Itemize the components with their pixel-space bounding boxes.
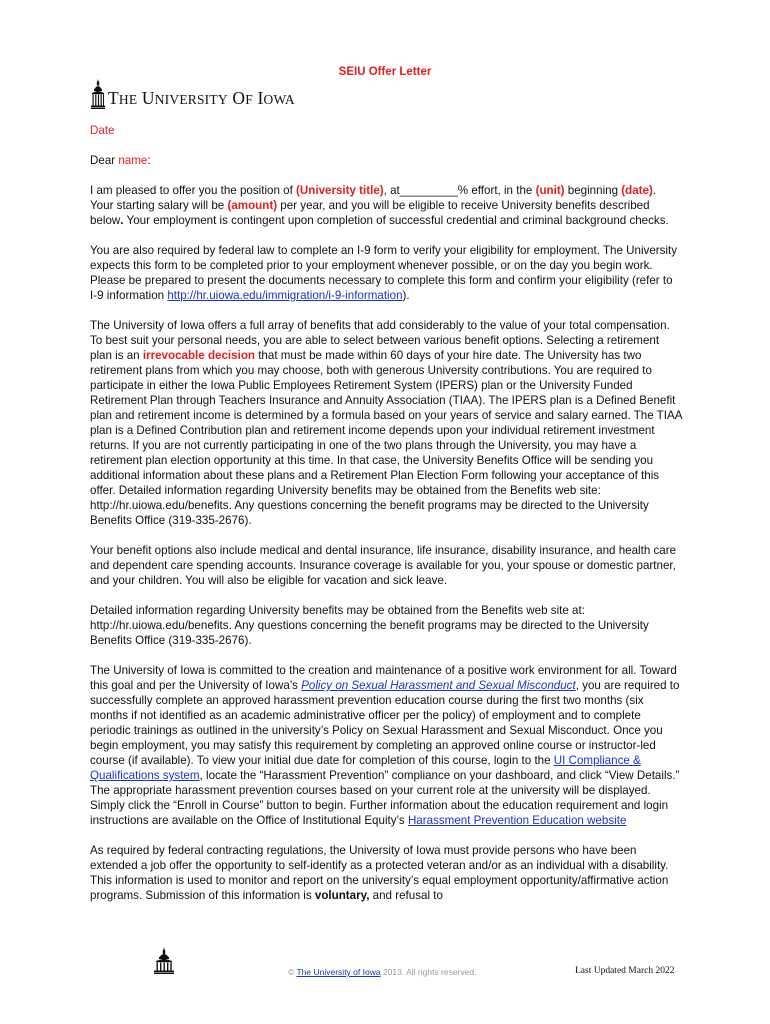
i9-information-link[interactable]: http://hr.uiowa.edu/immigration/i-9-information [167, 289, 403, 302]
paragraph-retirement: The University of Iowa offers a full array of benefits that add considerably to the value of your total compensation. To best suit your personal needs, you are able to select between various benefit options. Selecting a retirement plan is an irrevocable decision that must be made within 60 days of your hire date. The University has two retirement plans from which you may choose, both with generous University contributions. You are required to participate in either the Iowa Public Employees Retirement System (IPERS) plan or the University Funded Retirement Plan through Teachers Insurance and Annuity Association (TIAA). The IPERS plan is a Defined Benefit plan and retirement income is determined by a formula based on your years of service and salary earned. The TIAA plan is a Defined Contribution plan and retirement income depends upon your individual retirement investment returns. If you are not currently participating in one of the two plans through the University, you may have a retirement plan election opportunity at this time. In that case, the University Benefits Office will be sending you additional information about these plans and a Retirement Plan Election Form following your acceptance of this offer. Detailed information regarding University benefits may be obtained from the Benefits web site: http://hr.uiowa.edu/benefits. Any questions concerning the benefit programs may be directed to the University Benefits Office (319-335-2676). [90, 319, 682, 527]
paragraph-offer: I am pleased to offer you the position of (University title), at_________% effort, in the (unit) beginning (date). Your starting salary will be (amount) per year, and you will be eligible to receive University benefits described below. Your employment is contingent upon completion of successful credential and criminal background checks. [90, 184, 669, 227]
paragraph-i9: You are also required by federal law to complete an I-9 form to verify your eligibility for employment. The University expects this form to be completed prior to your employment whenever possible, or on the day you begin work. Please be prepared to present the documents necessary to complete this form and confirm your eligibility (refer to I-9 information http://hr.uiowa.edu/immigration/i-9-information). [90, 244, 678, 302]
university-logo [91, 79, 295, 109]
letter-body [90, 123, 682, 918]
amount-placeholder: (amount) [227, 199, 278, 212]
paragraph-benefits-info: Detailed information regarding University benefits may be obtained from the Benefits web site at: http://hr.uiowa.edu/benefits. Any questions concerning the benefit programs may be directed to the University Benefits Office (319-335-2676). [90, 604, 649, 647]
compliance-system-link[interactable]: UI Compliance & Qualifications system [90, 754, 641, 782]
old-capitol-icon [153, 946, 175, 974]
salutation: Dear name: [90, 154, 151, 167]
voluntary-emphasis: voluntary, [314, 889, 370, 902]
unit-placeholder: (unit) [535, 184, 565, 197]
paragraph-self-identify: As required by federal contracting regulations, the University of Iowa must provide persons who have been extended a job offer the opportunity to self-identify as a protected veteran and/or as an individual with a disability. This information is used to monitor and report on the university’s equal employment opportunity/affirmative action programs. Submission of this information is voluntary, and refusal to [90, 844, 669, 902]
start-date-placeholder: (date) [621, 184, 653, 197]
irrevocable-decision-emphasis: irrevocable decision [142, 349, 255, 362]
logo-wordmark: THE UNIVERSITY OF IOWA [108, 87, 295, 108]
policy-sexual-harassment-link[interactable]: Policy on Sexual Harassment and Sexual Misconduct [301, 679, 576, 692]
last-updated: Last Updated March 2022 [575, 966, 675, 976]
name-placeholder: name [118, 154, 148, 167]
paragraph-harassment-prevention: The University of Iowa is committed to the creation and maintenance of a positive work environment for all. Toward this goal and per the University of Iowa’s Policy on Sexual Harassment and Sexual Misconduct, you are required to successfully complete an approved harassment prevention education course during the first two months (six months if not identified as an academic administrative officer per the policy) of employment and to complete periodic trainings as outlined in the university’s Policy on Sexual Harassment and Sexual Misconduct. Once you begin employment, you may satisfy this requirement by completing an approved online course or instructor-led course (if available). To view your initial due date for completion of this course, login to the UI Compliance & Qualifications system, locate the “Harassment Prevention” compliance on your dashboard, and click “View Details.” The appropriate harassment prevention courses based on your current role at the university will be displayed. Simply click the “Enroll in Course” button to begin. Further information about the education requirement and login instructions are available on the Office of Institutional Equity’s Harassment Prevention Education website [90, 664, 680, 827]
university-of-iowa-link[interactable]: The University of Iowa [296, 967, 381, 977]
university-title-placeholder: (University title) [296, 184, 384, 197]
footer-copyright: © The University of Iowa 2013. All rights reserved. [288, 967, 477, 977]
page-footer [0, 966, 770, 986]
old-capitol-icon [91, 79, 105, 109]
harassment-prevention-website-link[interactable]: Harassment Prevention Education website [407, 814, 627, 827]
date-placeholder: Date [90, 124, 115, 137]
paragraph-benefit-options: Your benefit options also include medical and dental insurance, life insurance, disability insurance, and health care and dependent care spending accounts. Insurance coverage is available for you, your spouse or domestic partner, and your children. You will also be eligible for vacation and sick leave. [90, 544, 677, 587]
page-title: SEIU Offer Letter [338, 66, 432, 78]
